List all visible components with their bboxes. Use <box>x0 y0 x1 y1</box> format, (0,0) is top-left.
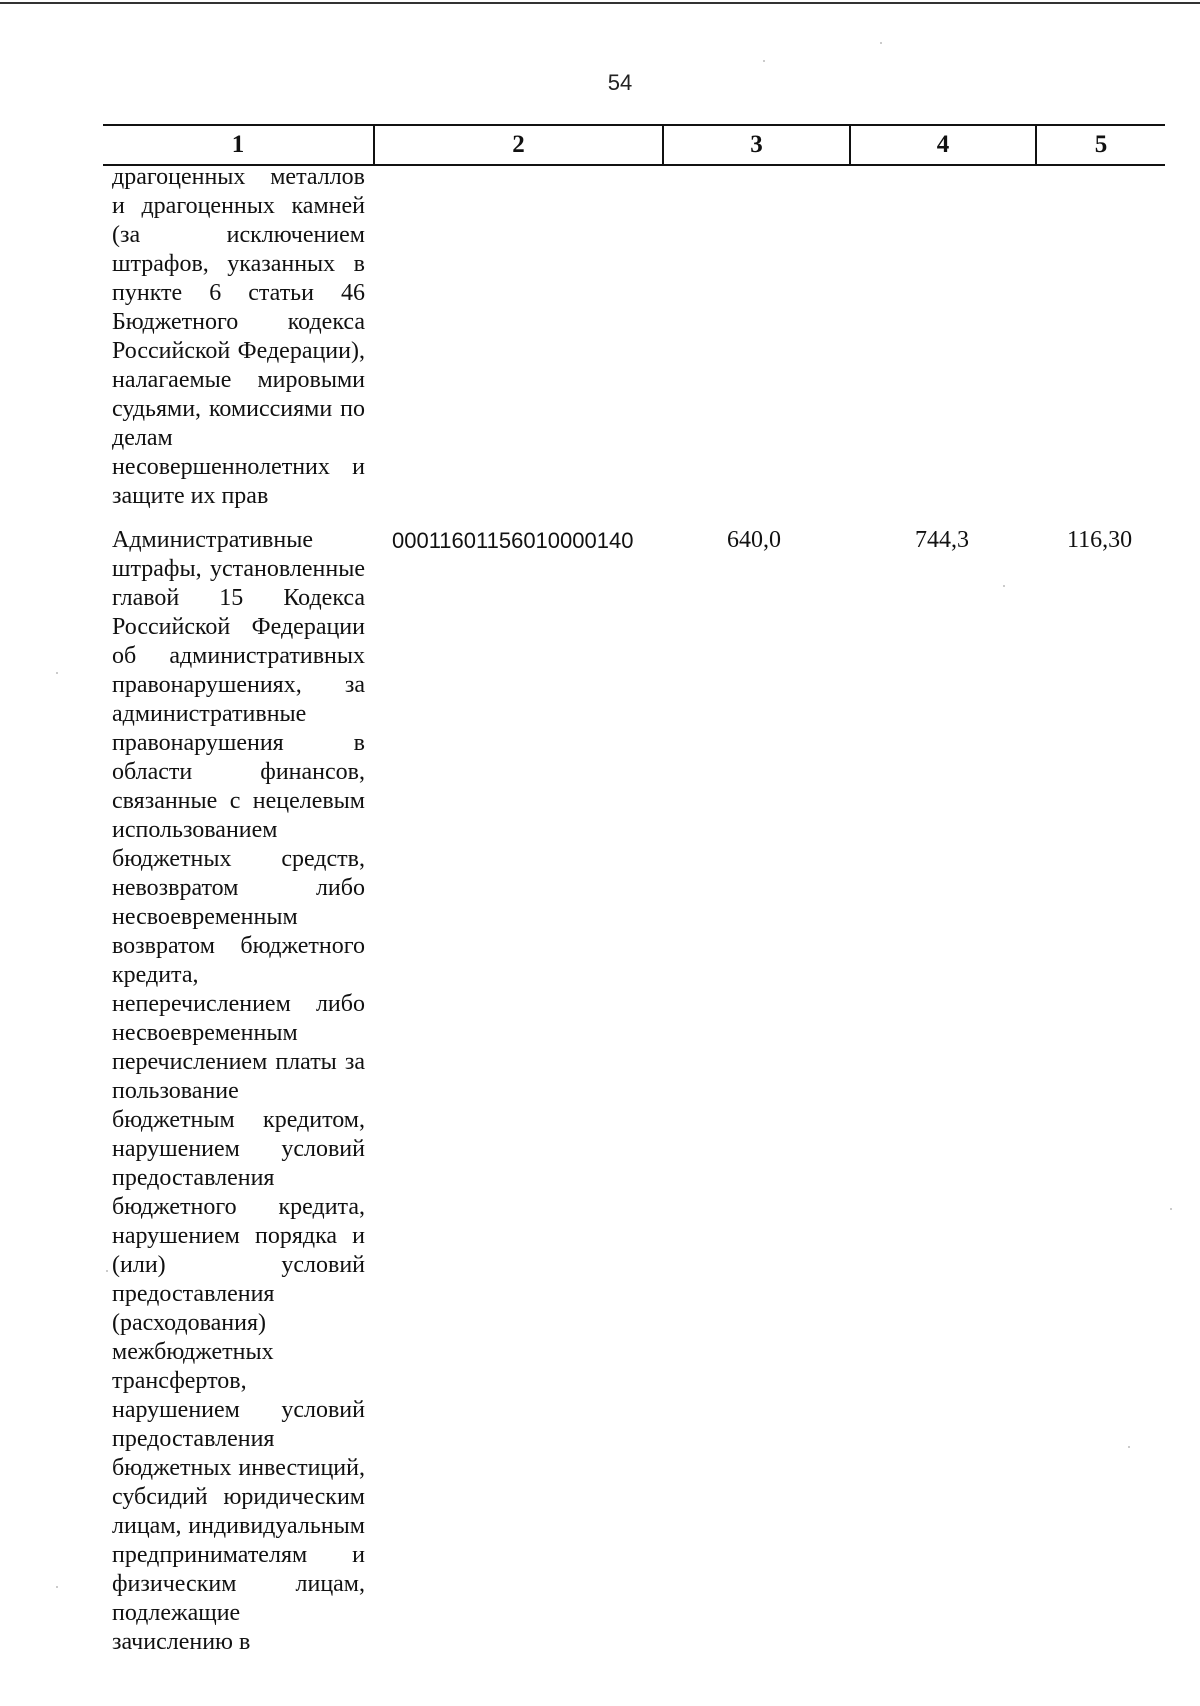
row-2-name: Административные штрафы, установленные главой 15 Кодекса Российской Федерации об административных правонарушениях, за административные правонарушения в области финансов, связанные с нецелевым использованием бюджетных средств, невозвратом либо несвоевременным возвратом бюджетного кредита, неперечислением либо несвоевременным перечислением платы за пользование бюджетным кредитом, нарушением условий предоставления бюджетного кредита, нарушением порядка и (или) условий предоставления (расходования) межбюджетных трансфертов, нарушением условий предоставления бюджетных инвестиций, субсидий юридическим лицам, индивидуальным предпринимателям и физическим лицам, подлежащие зачислению в <box>112 527 365 1655</box>
row-2-col-3: 640,0 <box>727 527 781 553</box>
scan-speck <box>56 1586 58 1588</box>
row-2-col-5: 116,30 <box>1067 527 1133 553</box>
header-col-5: 5 <box>1035 126 1165 164</box>
table-header <box>103 124 1165 166</box>
scan-speck <box>1003 585 1005 587</box>
header-col-1: 1 <box>231 131 245 158</box>
row-1-name: драгоценных металлов и драгоценных камней (за исключением штрафов, указанных в пункте 6 статьи 46 Бюджетного кодекса Российской Федерации), налагаемые мировыми судьями, комиссиями по делам несовершеннолетних и защите их прав <box>112 164 365 509</box>
header-col-3: 3 <box>662 126 849 164</box>
page-number: 54 <box>607 70 633 95</box>
row-2-col-4: 744,3 <box>915 527 969 553</box>
scan-speck <box>880 42 882 44</box>
scan-speck <box>56 672 58 674</box>
row-2-code: 00011601156010000140 <box>392 528 634 553</box>
header-col-2: 2 <box>373 126 662 164</box>
page-top-edge <box>0 2 1200 4</box>
header-col-4: 4 <box>849 126 1035 164</box>
scan-speck <box>1128 1446 1130 1448</box>
scan-speck <box>763 60 765 62</box>
scan-speck <box>106 1270 108 1272</box>
scan-speck <box>1170 1208 1172 1210</box>
